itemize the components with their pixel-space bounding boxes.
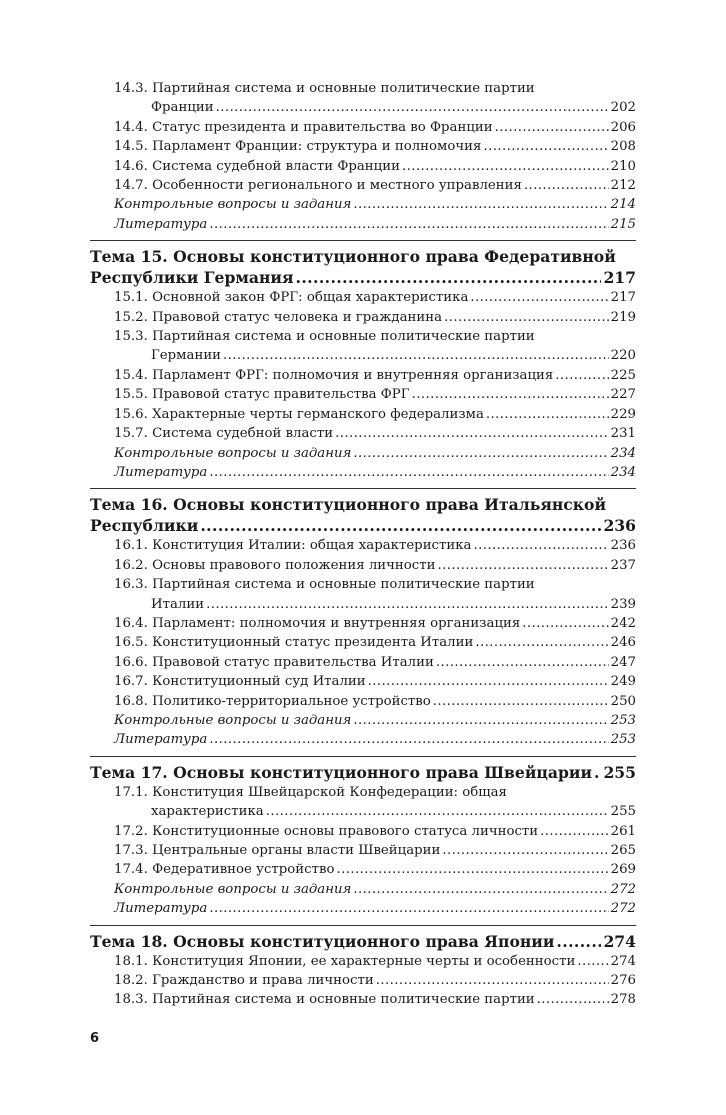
dot-leader (471, 536, 608, 555)
entry-page: 269 (610, 862, 636, 878)
entry-line (114, 118, 636, 137)
dot-leader (431, 692, 609, 711)
entry-line (114, 952, 636, 971)
dot-leader (522, 176, 609, 195)
entry-page: 202 (610, 100, 636, 116)
entry-line (114, 385, 636, 404)
entry-number: 18.3. (114, 992, 148, 1008)
entry-page: 253 (610, 712, 636, 728)
dot-leader (351, 195, 608, 214)
entry-page: 272 (610, 881, 636, 897)
dot-leader (207, 730, 608, 749)
entry-line (114, 288, 636, 307)
toc-entry (90, 536, 636, 555)
entry-title: Литература (114, 216, 208, 232)
entry-label (114, 308, 442, 327)
entry-label (114, 614, 520, 633)
entry-label (114, 137, 481, 156)
entry-number: 17.2. (114, 823, 148, 839)
toc-entry (90, 288, 636, 307)
entry-title: Характерные черты германского федерализма (152, 406, 484, 422)
toc-entry (90, 176, 636, 195)
toc-entry (90, 424, 636, 443)
entry-page: 227 (610, 387, 636, 403)
dot-leader (214, 98, 609, 117)
toc-extra-entry (90, 880, 636, 899)
topic-section (90, 488, 636, 749)
entry-title: Италии (151, 596, 205, 612)
topic-title-line2 (90, 515, 636, 536)
entry-title: Конституционный статус президента Италии (152, 635, 474, 651)
topic-title-line2 (90, 267, 636, 288)
entry-label (114, 711, 351, 730)
entry-title: Литература (114, 732, 208, 748)
entry-title: Статус президента и правительства во Франции (152, 119, 493, 135)
entry-label (114, 405, 484, 424)
entry-line (114, 899, 636, 918)
entry-label (114, 288, 468, 307)
entry-label (114, 215, 207, 234)
entry-number: 18.1. (114, 953, 148, 969)
topic-heading (90, 931, 636, 952)
entry-line (114, 990, 636, 1009)
entry-title: Основы правового положения личности (152, 557, 436, 573)
toc-entry (90, 327, 636, 366)
entry-number: 14.7. (114, 178, 148, 194)
entry-label (114, 424, 333, 443)
entry-line (114, 424, 636, 443)
entry-title: Парламент: полномочия и внутренняя организация (152, 615, 521, 631)
entry-page: 217 (603, 268, 636, 288)
dot-leader (592, 762, 601, 783)
entry-line (114, 463, 636, 482)
toc-entry (90, 971, 636, 990)
entry-title: Центральные органы власти Швейцарии (152, 843, 441, 858)
toc-entry (90, 841, 636, 860)
dot-leader (207, 463, 608, 482)
entry-title: Конституционные основы правового статуса личности (152, 823, 539, 839)
entry-line (114, 822, 636, 841)
entry-label (114, 860, 334, 879)
entry-line (114, 444, 636, 463)
entry-number: 15.1. (114, 290, 148, 306)
entry-line (114, 672, 636, 691)
dot-leader (221, 346, 609, 365)
entry-title: Конституционный суд Италии (152, 674, 366, 690)
entry-title: Контрольные вопросы и задания (114, 712, 352, 728)
toc-extra-entry (90, 899, 636, 918)
entry-title: Правовой статус человека и гражданина (152, 309, 443, 325)
entry-title-line1 (114, 327, 636, 346)
entry-label (114, 692, 431, 711)
topic-title (90, 762, 636, 783)
entry-number: 16.5. (114, 635, 148, 651)
toc-extra-entry (90, 463, 636, 482)
page-number: 6 (90, 1031, 100, 1046)
entry-title-line2 (114, 346, 636, 365)
dot-leader (473, 633, 608, 652)
entry-label (114, 176, 522, 195)
entry-title: Партийная система и основные политические партии (152, 329, 535, 345)
dot-leader (333, 424, 609, 443)
entry-page: 210 (610, 158, 636, 174)
entry-label (114, 672, 366, 691)
entry-line (114, 215, 636, 234)
entry-page: 214 (610, 197, 636, 213)
toc-extra-entry (90, 195, 636, 214)
entry-number: 14.5. (114, 139, 148, 155)
entry-page: 246 (610, 635, 636, 651)
entry-label (114, 157, 400, 176)
topic-section (90, 756, 636, 919)
entry-line (114, 536, 636, 555)
entry-label (114, 880, 351, 899)
entry-label (114, 195, 351, 214)
entry-title: Парламент Франции: структура и полномочия (152, 139, 482, 155)
entry-title-line2 (114, 802, 636, 821)
dot-leader (435, 556, 608, 575)
dot-leader (198, 515, 601, 536)
entry-label (114, 463, 207, 482)
entry-line (114, 971, 636, 990)
toc-entry (90, 614, 636, 633)
entry-title: Федеративное устройство (152, 862, 335, 878)
entry-label (114, 841, 440, 860)
toc-extra-entry (90, 444, 636, 463)
dot-leader (553, 366, 608, 385)
entry-title: Контрольные вопросы и задания (114, 197, 352, 213)
toc-entry (90, 157, 636, 176)
entry-page: 265 (610, 843, 636, 858)
entry-page: 229 (610, 406, 636, 422)
entry-title: Правовой статус правительства Италии (152, 654, 434, 670)
entry-page: 236 (603, 516, 636, 536)
dot-leader (520, 614, 608, 633)
entry-line (114, 308, 636, 327)
entry-label (114, 366, 553, 385)
topic-section (90, 240, 636, 482)
entry-title: Литература (114, 901, 208, 917)
dot-leader (366, 672, 609, 691)
entry-title: Партийная система и основные политические партии (152, 992, 535, 1008)
dot-leader (554, 931, 601, 952)
topic-heading (90, 762, 636, 783)
entry-title: Франции (151, 100, 214, 116)
entry-page: 278 (610, 992, 636, 1008)
entry-page: 276 (610, 973, 636, 989)
dot-leader (434, 653, 609, 672)
dot-leader (535, 990, 609, 1009)
entry-title: Конституция Японии, ее характерные черты и особенности (152, 953, 576, 969)
entry-line (114, 730, 636, 749)
entry-page: 239 (610, 596, 636, 612)
entry-number: 16.8. (114, 693, 148, 709)
entry-label (114, 653, 434, 672)
dot-leader (493, 118, 609, 137)
topic-heading (90, 494, 636, 536)
entry-number: 16.4. (114, 615, 148, 631)
entry-number: 15.7. (114, 426, 148, 442)
toc-entry (90, 692, 636, 711)
entry-line (114, 633, 636, 652)
entry-label (114, 118, 493, 137)
toc-entry (90, 653, 636, 672)
entry-number: 17.3. (114, 843, 148, 858)
entry-label (114, 971, 374, 990)
topic-title (90, 931, 636, 952)
table-of-contents (90, 79, 636, 1010)
entry-number: 14.4. (114, 119, 148, 135)
entry-title-line1 (114, 79, 636, 98)
entry-title: Правовой статус правительства ФРГ (152, 387, 410, 403)
entry-title: Республики Германия (90, 268, 294, 288)
dot-leader (334, 860, 608, 879)
entry-line (114, 860, 636, 879)
dot-leader (207, 215, 608, 234)
entry-number: 15.5. (114, 387, 148, 403)
entry-line (114, 157, 636, 176)
entry-number: 16.1. (114, 538, 148, 554)
topic-section (90, 925, 636, 1010)
entry-title: Партийная система и основные политические партии (152, 577, 535, 593)
entry-title: Политико-территориальное устройство (152, 693, 431, 709)
entry-title: Тема 17. Основы конституционного права Швейцарии (90, 762, 593, 782)
toc-extra-entry (90, 711, 636, 730)
entry-title-line1 (114, 575, 636, 594)
entry-number: 16.3. (114, 577, 148, 593)
entry-label (114, 444, 351, 463)
dot-leader (538, 822, 608, 841)
entry-line (114, 711, 636, 730)
toc-entry (90, 366, 636, 385)
toc-entry (90, 118, 636, 137)
dot-leader (204, 595, 609, 614)
entry-title: Контрольные вопросы и задания (114, 881, 352, 897)
entry-label (114, 899, 207, 918)
entry-page: 234 (610, 464, 636, 480)
entry-number: 14.3. (114, 81, 148, 96)
entry-page: 250 (610, 693, 636, 709)
toc-entry (90, 822, 636, 841)
entry-page: 231 (610, 426, 636, 442)
entry-page: 255 (610, 804, 636, 820)
entry-title: Парламент ФРГ: полномочия и внутренняя организация (152, 367, 554, 383)
entry-line (114, 880, 636, 899)
dot-leader (264, 802, 609, 821)
entry-title: Особенности регионального и местного управления (152, 178, 522, 194)
toc-entry (90, 783, 636, 822)
entry-line (114, 653, 636, 672)
toc-entry (90, 952, 636, 971)
entry-line (114, 841, 636, 860)
entry-number: 17.4. (114, 862, 148, 878)
entry-page: 272 (610, 901, 636, 917)
dot-leader (440, 841, 608, 860)
entry-page: 236 (610, 538, 636, 554)
toc-entry (90, 633, 636, 652)
entry-page: 206 (610, 119, 636, 135)
dot-leader (351, 444, 608, 463)
entry-page: 215 (610, 216, 636, 232)
toc-extra-entry (90, 730, 636, 749)
toc-extra-entry (90, 215, 636, 234)
toc-entry (90, 79, 636, 118)
dot-leader (481, 137, 608, 156)
toc-entry (90, 556, 636, 575)
entry-page: 208 (610, 139, 636, 155)
entry-line (114, 556, 636, 575)
entry-page: 274 (610, 953, 636, 969)
entry-title: Республики (90, 516, 199, 536)
entry-title: Система судебной власти Франции (152, 158, 400, 174)
entry-page: 220 (610, 348, 636, 364)
entry-number: 15.2. (114, 309, 148, 325)
entry-title-line2 (114, 595, 636, 614)
entry-page: 255 (603, 762, 636, 782)
entry-page: 237 (610, 557, 636, 573)
entry-line (114, 366, 636, 385)
dot-leader (484, 405, 609, 424)
entry-title: Германии (151, 348, 222, 364)
entry-number: 18.2. (114, 973, 148, 989)
entry-label (114, 385, 410, 404)
entry-number: 15.4. (114, 367, 148, 383)
entry-title: Партийная система и основные политические партии (152, 81, 535, 96)
entry-page: 217 (610, 290, 636, 306)
entry-line (114, 176, 636, 195)
entry-title: Контрольные вопросы и задания (114, 445, 352, 461)
entry-title: Система судебной власти (152, 426, 334, 442)
dot-leader (442, 308, 609, 327)
entry-page: 253 (610, 732, 636, 748)
entry-number: 16.7. (114, 674, 148, 690)
entry-title: Гражданство и права личности (152, 973, 374, 989)
entry-number: 16.6. (114, 654, 148, 670)
entry-page: 219 (610, 309, 636, 325)
entry-label (114, 730, 207, 749)
entry-page: 247 (610, 654, 636, 670)
entry-title: Конституция Швейцарской Конфедерации: общая (152, 784, 507, 800)
entry-page: 212 (610, 178, 636, 194)
entry-title: Тема 18. Основы конституционного права Японии (90, 931, 555, 951)
toc-entry (90, 575, 636, 614)
entry-number: 15.3. (114, 329, 148, 345)
entry-title: Основной закон ФРГ: общая характеристика (152, 290, 469, 306)
topic-title-line1: Тема 15. Основы конституционного права Федеративной (90, 247, 616, 267)
entry-title: Конституция Италии: общая характеристика (152, 538, 472, 554)
entry-title: характеристика (151, 804, 264, 820)
toc-entry (90, 405, 636, 424)
toc-entry (90, 860, 636, 879)
entry-number: 14.6. (114, 158, 148, 174)
entry-label (114, 633, 473, 652)
entry-line (114, 195, 636, 214)
dot-leader (374, 971, 609, 990)
entry-page: 225 (610, 367, 636, 383)
entry-title: Литература (114, 464, 208, 480)
entry-page: 249 (610, 674, 636, 690)
entry-number: 17.1. (114, 784, 148, 800)
topic-heading (90, 246, 636, 288)
dot-leader (351, 711, 608, 730)
entry-label (114, 536, 471, 555)
entry-label (114, 952, 575, 971)
entry-number: 15.6. (114, 406, 148, 422)
entry-page: 274 (603, 931, 636, 951)
entry-line (114, 137, 636, 156)
dot-leader (468, 288, 608, 307)
dot-leader (410, 385, 609, 404)
entry-page: 234 (610, 445, 636, 461)
dot-leader (294, 267, 602, 288)
entry-label (114, 990, 535, 1009)
dot-leader (351, 880, 608, 899)
entry-line (114, 614, 636, 633)
toc-entry (90, 385, 636, 404)
dot-leader (400, 157, 609, 176)
toc-entry (90, 137, 636, 156)
dot-leader (575, 952, 608, 971)
entry-title-line2 (114, 98, 636, 117)
entry-title-line1 (114, 783, 636, 802)
entry-number: 16.2. (114, 557, 148, 573)
entry-page: 261 (610, 823, 636, 839)
entry-page: 242 (610, 615, 636, 631)
entry-label (114, 556, 435, 575)
entry-line (114, 405, 636, 424)
toc-entry (90, 672, 636, 691)
entry-label (114, 822, 538, 841)
toc-entry (90, 990, 636, 1009)
dot-leader (207, 899, 608, 918)
topic-title-line1: Тема 16. Основы конституционного права Итальянской (90, 495, 607, 515)
toc-entry (90, 308, 636, 327)
entry-line (114, 692, 636, 711)
